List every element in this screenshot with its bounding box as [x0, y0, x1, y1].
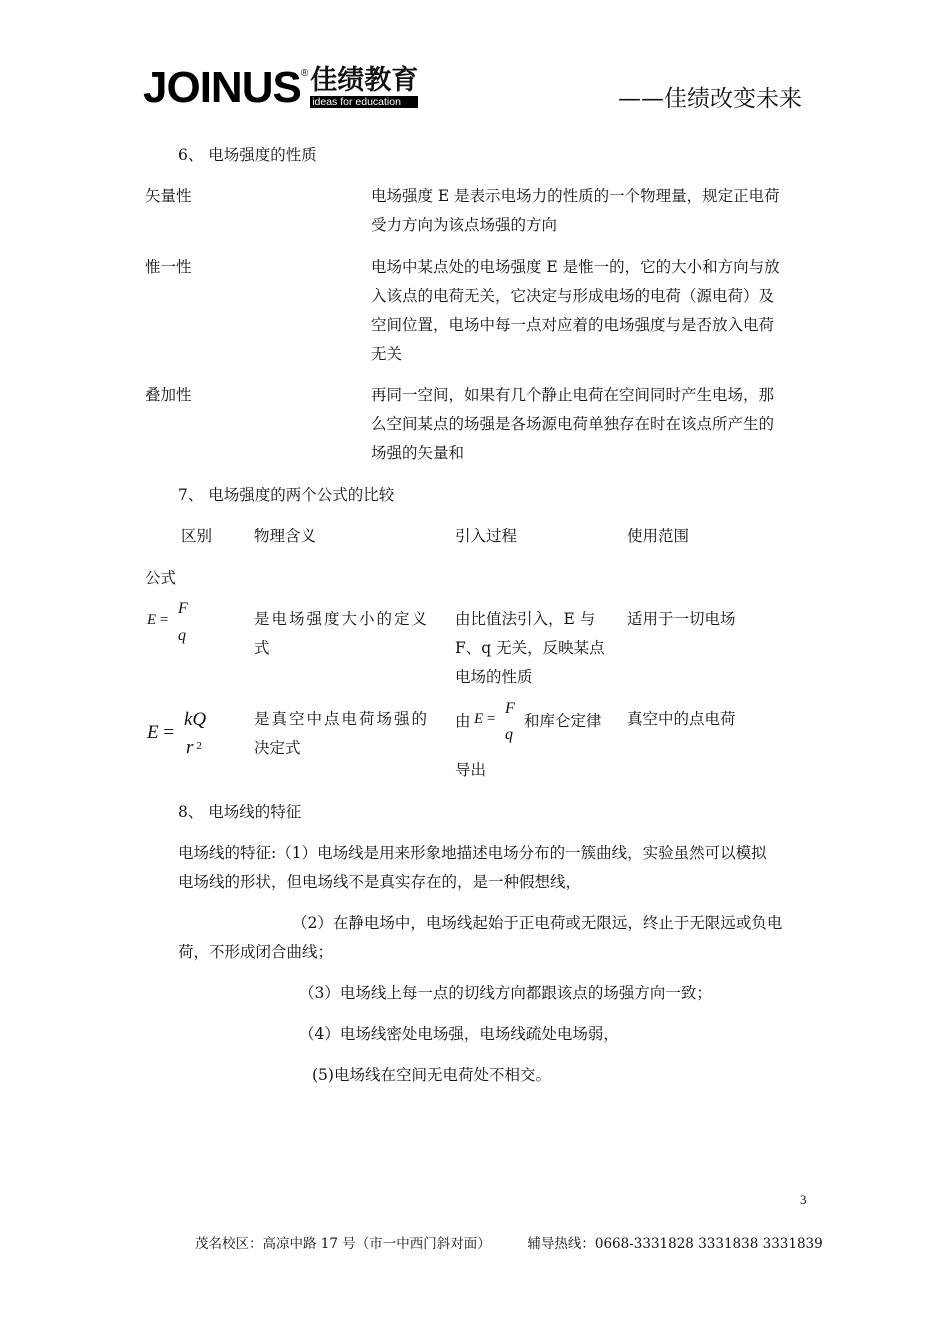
- column-header: 使用范围: [627, 527, 690, 545]
- paragraph-line: （4）电场线密处电场强，电场线疏处电场弱，: [299, 1025, 619, 1043]
- column-header: 引入过程: [455, 527, 518, 545]
- property-desc-line: 么空间某点的场强是各场源电荷单独存在时在该点所产生的: [371, 415, 775, 433]
- property-desc-line: 受力方向为该点场强的方向: [371, 216, 558, 234]
- formula2-numerator: kQ: [184, 709, 207, 730]
- process-formula-denominator: q: [505, 726, 513, 743]
- formula1-meaning: 是电场强度大小的定义: [254, 610, 430, 628]
- logo-wordmark: JOINUS: [143, 63, 301, 112]
- property-term: 叠加性: [145, 386, 192, 404]
- process-formula-lhs: E =: [474, 711, 496, 727]
- formula2-process-suffix: 和库仑定律: [524, 712, 602, 730]
- footer-hotline: 辅导热线：0668-3331828 3331838 3331839: [527, 1236, 823, 1252]
- formula2-lhs: E =: [147, 722, 175, 743]
- formula1-meaning: 式: [254, 639, 270, 657]
- formula1-process: F、q 无关，反映某点: [455, 639, 605, 657]
- formula1-process: 电场的性质: [455, 668, 533, 686]
- footer: [195, 1232, 823, 1252]
- property-desc-line: 入该点的电荷无关，它决定与形成电场的电荷（源电荷）及: [371, 287, 775, 305]
- paragraph-line: 荷，不形成闭合曲线；: [178, 943, 334, 961]
- section6-heading: 6、 电场强度的性质: [178, 146, 317, 164]
- formula2-scope: 真空中的点电荷: [627, 710, 736, 728]
- logo-registered-mark: ®: [300, 68, 309, 79]
- row-label: 公式: [145, 569, 177, 587]
- paragraph-line: 电场线的特征:（1）电场线是用来形象地描述电场分布的一簇曲线，实验虽然可以模拟: [178, 844, 767, 862]
- paragraph-line: (5)电场线在空间无电荷处不相交。: [312, 1066, 551, 1084]
- column-header: 物理含义: [254, 527, 317, 545]
- formula2-meaning: 是真空中点电荷场强的: [254, 710, 430, 728]
- paragraph-line: 电场线的形状，但电场线不是真实存在的，是一种假想线，: [178, 873, 582, 891]
- formula2-process: 导出: [455, 761, 487, 779]
- process-formula-numerator: F: [505, 700, 515, 717]
- property-desc-line: 场强的矢量和: [371, 444, 465, 462]
- paragraph-line: （3）电场线上每一点的切线方向都跟该点的场强方向一致；: [299, 984, 712, 1002]
- property-desc-line: 无关: [371, 345, 403, 363]
- formula1-lhs: E =: [147, 612, 169, 628]
- brand-logo: [143, 63, 419, 112]
- section8-heading: 8、 电场线的特征: [178, 803, 302, 821]
- property-term: 惟一性: [145, 258, 192, 276]
- paragraph-line: （2）在静电场中，电场线起始于正电荷或无限远，终止于无限远或负电: [292, 914, 783, 932]
- formula2-process-prefix: 由: [455, 712, 471, 730]
- formula2-exponent: 2: [196, 740, 202, 752]
- column-header: 区别: [181, 527, 213, 545]
- logo-tagline: ideas for education: [310, 96, 418, 108]
- header-slogan: ——佳绩改变未来: [618, 86, 802, 112]
- formula1-process: 由比值法引入，E 与: [455, 610, 596, 628]
- formula2-meaning: 决定式: [254, 739, 301, 757]
- property-desc-line: 空间位置，电场中每一点对应着的电场强度与是否放入电荷: [371, 316, 775, 334]
- footer-address: 茂名校区：高凉中路 17 号（市一中西门斜对面）: [195, 1236, 491, 1252]
- formula1-numerator: F: [178, 600, 188, 617]
- page-number: 3: [800, 1192, 807, 1207]
- formula2-denominator: r $^2$: [186, 737, 202, 758]
- section7-heading: 7、 电场强度的两个公式的比较: [178, 486, 395, 504]
- formula1-scope: 适用于一切电场: [627, 610, 736, 628]
- property-desc-line: 电场强度 E 是表示电场力的性质的一个物理量，规定正电荷: [371, 187, 780, 205]
- logo-chinese-name: 佳绩教育: [310, 65, 419, 96]
- property-desc-line: 再同一空间，如果有几个静止电荷在空间同时产生电场，那: [371, 386, 775, 404]
- property-term: 矢量性: [145, 187, 192, 205]
- property-desc-line: 电场中某点处的电场强度 E 是惟一的，它的大小和方向与放: [371, 258, 780, 276]
- formula1-denominator: q: [178, 627, 186, 644]
